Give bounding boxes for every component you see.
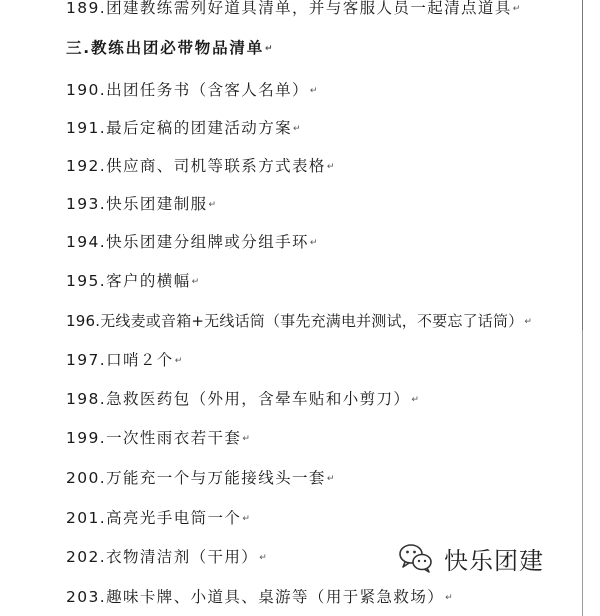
item-text: 199.一次性雨衣若干套 bbox=[66, 429, 242, 447]
paragraph-mark-icon: ↵ bbox=[309, 85, 318, 96]
wechat-logo-icon bbox=[396, 538, 436, 578]
list-item bbox=[66, 311, 532, 332]
paragraph-mark-icon: ↵ bbox=[265, 43, 273, 54]
list-item bbox=[66, 350, 182, 371]
list-item bbox=[66, 80, 317, 101]
item-text: 191.最后定稿的团建活动方案 bbox=[66, 119, 293, 137]
item-text: 194.快乐团建分组牌或分组手环 bbox=[66, 233, 309, 251]
item-text: 203.趣味卡牌、小道具、桌游等（用于紧急救场） bbox=[66, 588, 445, 606]
page-margin-line bbox=[582, 330, 583, 616]
list-item bbox=[66, 156, 334, 177]
item-text: 202.衣物清洁剂（干用） bbox=[66, 548, 259, 566]
paragraph-mark-icon: ↵ bbox=[293, 123, 301, 134]
list-item bbox=[66, 194, 216, 215]
list-item bbox=[66, 428, 250, 449]
paragraph-mark-icon: ↵ bbox=[309, 237, 318, 248]
paragraph-mark-icon: ↵ bbox=[242, 513, 250, 524]
paragraph-mark-icon: ↵ bbox=[512, 3, 521, 14]
item-text: 189.团建教练需列好道具清单，并与客服人员一起清点道具 bbox=[66, 0, 512, 17]
page-margin-line bbox=[582, 0, 583, 330]
paragraph-mark-icon: ↵ bbox=[445, 592, 453, 603]
list-item bbox=[66, 271, 199, 292]
list-item bbox=[66, 468, 334, 489]
paragraph-mark-icon: ↵ bbox=[242, 433, 250, 444]
paragraph-mark-icon: ↵ bbox=[259, 552, 267, 563]
watermark-text: 快乐团建 bbox=[444, 546, 544, 575]
item-text: 190.出团任务书（含客人名单） bbox=[66, 81, 309, 99]
item-text: 195.客户的横幅 bbox=[66, 272, 191, 290]
paragraph-mark-icon: ↵ bbox=[174, 355, 183, 366]
list-item bbox=[66, 508, 250, 529]
item-text: 200.万能充一个与万能接线头一套 bbox=[66, 469, 326, 487]
list-item bbox=[66, 0, 520, 19]
item-text: 198.急救医药包（外用，含晕车贴和小剪刀） bbox=[66, 390, 411, 408]
item-text: 196.无线麦或音箱+无线话筒（事先充满电并测试，不要忘了话筒） bbox=[66, 312, 524, 330]
list-item bbox=[66, 389, 419, 410]
list-item bbox=[66, 547, 267, 568]
list-item bbox=[66, 587, 453, 608]
paragraph-mark-icon: ↵ bbox=[524, 316, 532, 327]
item-text: 197.口哨２个 bbox=[66, 351, 174, 369]
paragraph-mark-icon: ↵ bbox=[326, 473, 335, 484]
section-heading-text: 三.教练出团必带物品清单 bbox=[66, 39, 264, 57]
paragraph-mark-icon: ↵ bbox=[208, 199, 217, 210]
paragraph-mark-icon: ↵ bbox=[191, 276, 200, 287]
paragraph-mark-icon: ↵ bbox=[411, 394, 419, 405]
item-text: 193.快乐团建制服 bbox=[66, 195, 208, 213]
list-item bbox=[66, 118, 301, 139]
item-text: 201.高亮光手电筒一个 bbox=[66, 509, 242, 527]
paragraph-mark-icon: ↵ bbox=[326, 161, 335, 172]
list-item bbox=[66, 232, 317, 253]
item-text: 192.供应商、司机等联系方式表格 bbox=[66, 157, 326, 175]
watermark bbox=[396, 538, 544, 578]
section-heading bbox=[66, 38, 273, 59]
